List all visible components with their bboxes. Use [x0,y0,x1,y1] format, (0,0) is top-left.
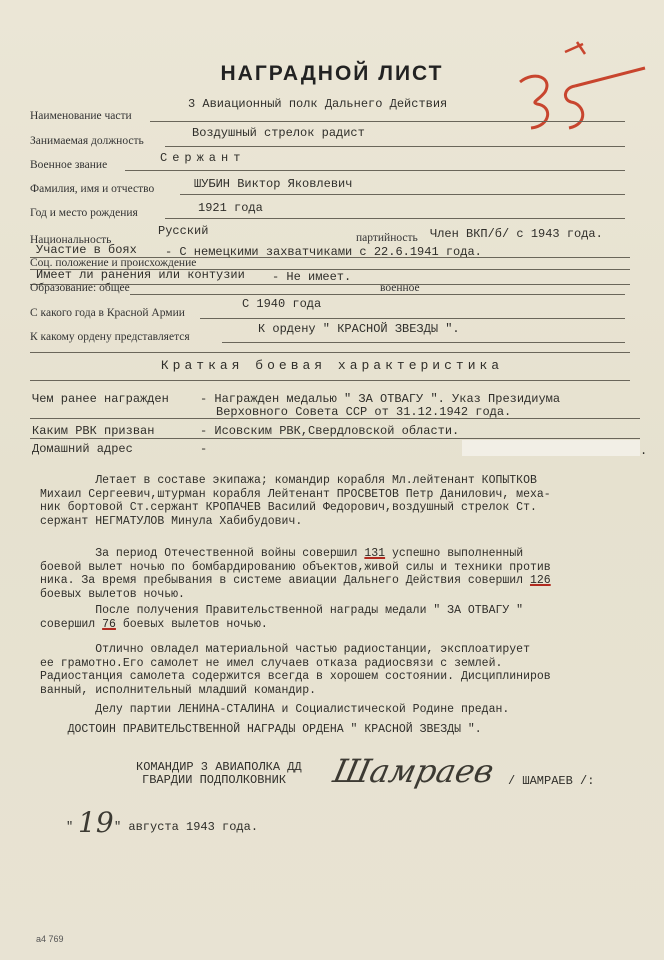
nationality-label: Национальность [30,234,112,246]
signature: Шамраев [329,752,498,790]
rule [125,170,625,171]
wounds-label: Имеет ли ранения или контузии [36,268,245,282]
after-award-paragraph [40,604,640,631]
date-day: 19 [78,806,114,839]
rank-label: Военное звание [30,159,108,171]
rule [130,294,625,295]
battles-label: Участие в боях [36,243,137,257]
qualities-paragraph: Отлично овладел материальной частью радиостанции, эксплоатирует ее грамотно.Его самолет не имел случаев отказа радиосвязи с землей. Радиостанция самолета содержится всегда в хорошем состоянии. Дисциплиниров ванный, исполнительный младший командир. [40,643,551,697]
home-value: - [200,442,208,456]
sorties-text-3: боевых вылетов ночью. [40,587,185,601]
rule [30,418,640,419]
after-award-text-2: боевых вылетов ночью. [115,617,268,631]
prior-award-line1: - Награжден медалью " ЗА ОТВАГУ ". Указ Президиума [200,392,561,406]
rule [30,438,640,439]
name-label: Фамилия, имя и отчество [30,183,155,195]
army-since-label: С какого года в Красной Армии [30,307,185,319]
nationality-value: Русский [158,224,209,238]
education-label: Образование: общее [30,282,130,294]
redaction-bar [462,440,640,456]
rule [30,352,630,353]
recommendation-paragraph: ДОСТОИН ПРАВИТЕЛЬСТВЕННОЙ НАГРАДЫ ОРДЕНА " КРАСНОЙ ЗВЕЗДЫ ". [40,723,482,736]
rank-value: Сержант [160,151,246,165]
commander-title-1: КОМАНДИР 3 АВИАПОЛКА ДД [136,760,302,774]
rule [180,194,625,195]
home-end-dot: . [640,444,648,458]
award-for-label: К какому ордену представляется [30,331,190,343]
section-title: Краткая боевая характеристика [160,358,504,373]
rule [222,342,625,343]
sorties-text-2: успешно выполненный боевой вылет ночью по бомбардированию объектов,живой силы и техники против ника. За время пребывания в системе авиации Дальнего Действия совершил [40,547,551,587]
sorties-text-1: За период Отечественной войны совершил [40,547,365,560]
prior-award-line2: Верховного Совета ССР от 31.12.1942 года. [216,405,512,419]
party-label: партийность [356,232,418,244]
wounds-value: - Не имеет. [272,270,352,284]
rule [30,380,630,381]
date-rest: " августа 1943 года. [114,820,259,834]
sorties-count-total: 131 [364,547,386,560]
education-military-label: военное [380,282,420,294]
prior-award-label: Чем ранее награжден [32,392,169,406]
date-quote-open: " [66,820,74,834]
after-award-count: 76 [102,617,116,631]
social-label: Соц. положение и происхождение [30,257,197,269]
army-since-value: С 1940 года [242,297,322,311]
sorties-count-dd: 126 [529,574,551,587]
birth-value: 1921 года [198,201,263,215]
crew-paragraph: Летает в составе экипажа; командир корабля Мл.лейтенант КОПЫТКОВ Михаил Сергеевич,штурман корабля Лейтенант ПРОСВЕТОВ Петр Данилович, меха- ник бортовой Ст.сержант КРОПАЧЕВ Василий Федорович,воздушный стрелок Ст. сержант НЕГМАТУЛОВ Минула Хабибудович. [40,474,551,528]
rule [165,146,625,147]
footer-code: а4 769 [36,934,64,944]
birth-label: Год и место рождения [30,207,138,219]
commander-title-2: ГВАРДИИ ПОДПОЛКОВНИК [142,773,287,787]
home-label: Домашний адрес [32,442,133,456]
after-award-text-1: После получения Правительственной награды медали " ЗА ОТВАГУ " совершил [40,604,524,631]
name-value: ШУБИН Виктор Яковлевич [194,177,353,191]
commander-name: / ШАМРАЕВ /: [508,774,595,788]
handwritten-number-mark [505,40,655,140]
position-label: Занимаемая должность [30,135,144,147]
rvk-value: - Исовским РВК,Свердловской области. [200,424,460,438]
document-title: НАГРАДНОЙ ЛИСТ [220,62,444,85]
loyalty-paragraph: Делу партии ЛЕНИНА-СТАЛИНА и Социалистической Родине предан. [40,703,510,716]
sorties-paragraph [40,547,640,601]
unit-value: 3 Авиационный полк Дальнего Действия [188,97,448,111]
award-for-value: К ордену " КРАСНОЙ ЗВЕЗДЫ ". [258,322,460,336]
party-value: Член ВКП/б/ с 1943 года. [430,227,603,241]
unit-label: Наименование части [30,110,132,122]
rvk-label: Каким РВК призван [32,424,155,438]
position-value: Воздушный стрелок радист [192,126,365,140]
rule [200,318,625,319]
rule [165,218,625,219]
rule [150,121,625,122]
battles-value: - С немецкими захватчиками с 22.6.1941 года. [165,245,482,259]
